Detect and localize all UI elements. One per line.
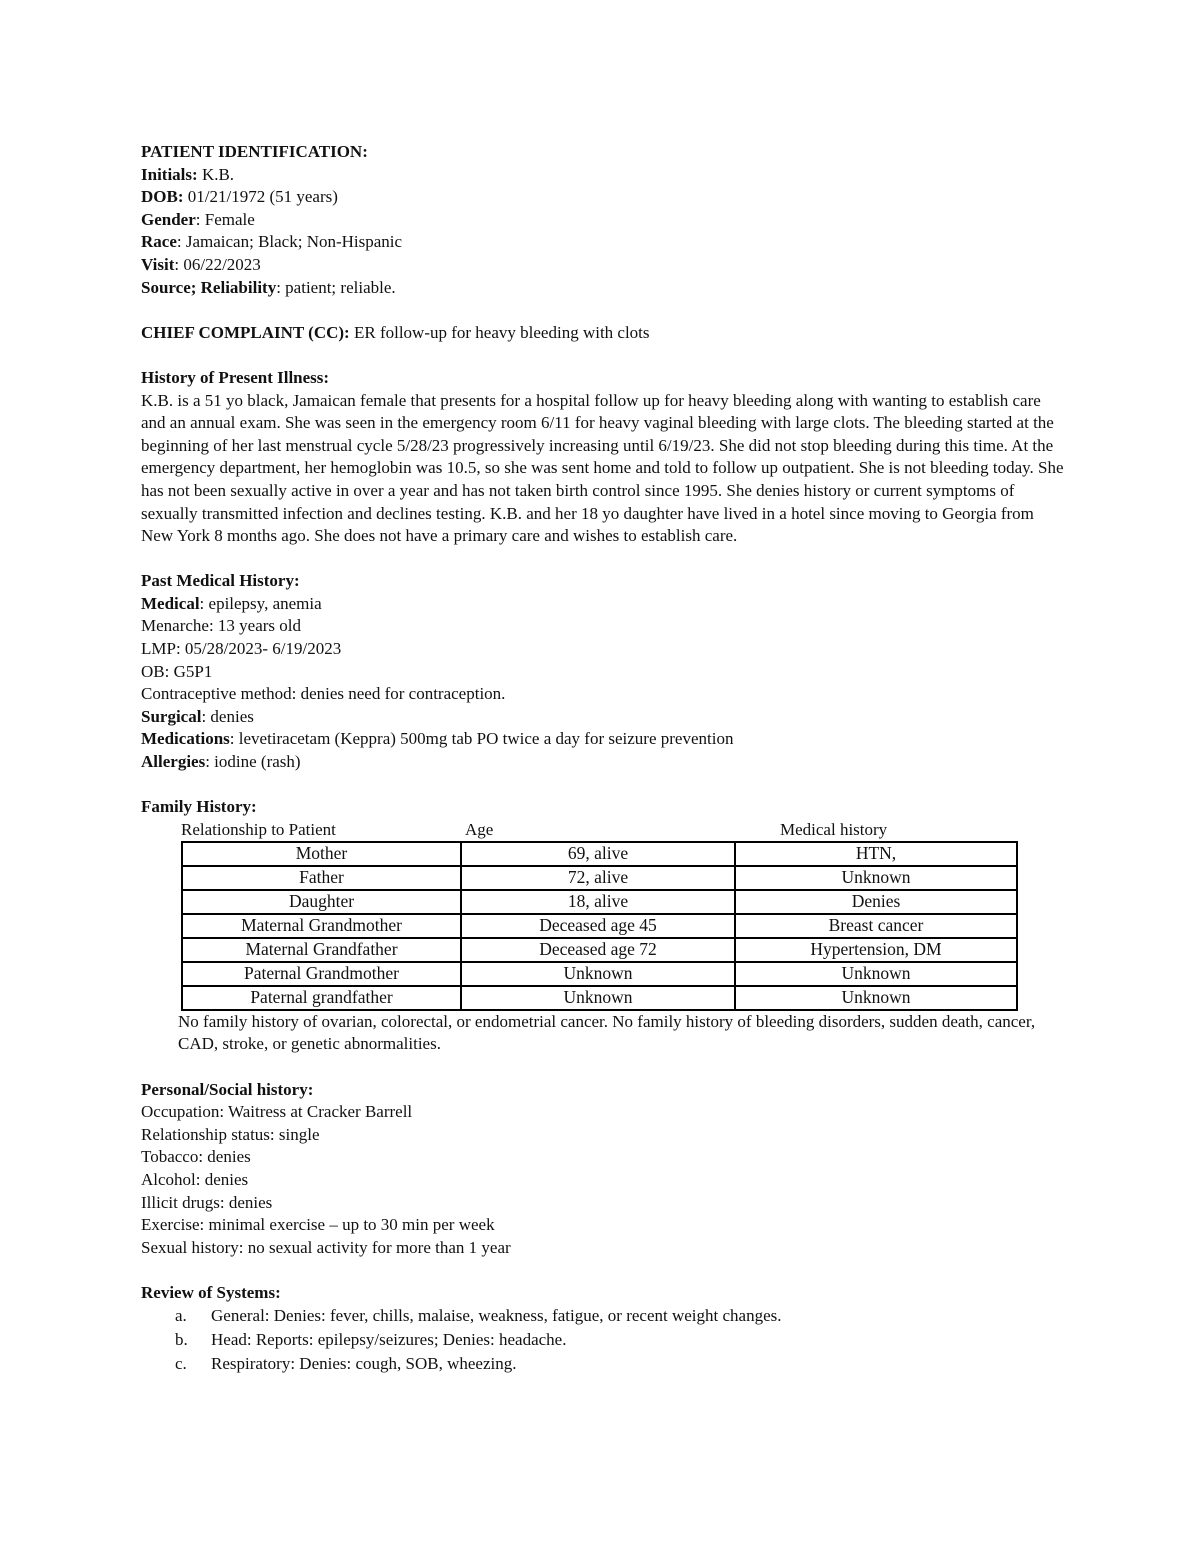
list-item — [141, 1353, 1071, 1377]
table-row — [182, 842, 1017, 866]
table-cell: Denies — [735, 890, 1017, 914]
source-reliability-field: Source; Reliability: patient; reliable. — [141, 277, 396, 297]
table-row — [182, 914, 1017, 938]
gender-field: Gender: Female — [141, 209, 255, 229]
pmh-lmp: LMP: 05/28/2023- 6/19/2023 — [141, 639, 342, 659]
ros-heading: Review of Systems: — [141, 1282, 281, 1302]
column-header-age: Age — [465, 819, 494, 839]
list-marker: a. — [175, 1305, 187, 1325]
table-cell: Unknown — [461, 962, 735, 986]
table-cell: Maternal Grandfather — [182, 938, 461, 962]
social-history-item: Tobacco: denies — [141, 1147, 251, 1167]
social-history-item: Alcohol: denies — [141, 1169, 249, 1189]
table-cell: HTN, — [735, 842, 1017, 866]
table-cell: Deceased age 45 — [461, 914, 735, 938]
pmh-allergies: Allergies: iodine (rash) — [141, 752, 301, 772]
social-history-item: Occupation: Waitress at Cracker Barrell — [141, 1102, 413, 1122]
patient-identification-heading: PATIENT IDENTIFICATION: — [141, 142, 368, 161]
table-cell: Unknown — [461, 986, 735, 1010]
table-row — [182, 890, 1017, 914]
table-cell: Unknown — [735, 866, 1017, 890]
social-history-item: Sexual history: no sexual activity for more than 1 year — [141, 1237, 511, 1257]
chief-complaint: CHIEF COMPLAINT (CC): ER follow-up for heavy bleeding with clots — [141, 322, 650, 342]
table-cell: Paternal grandfather — [182, 986, 461, 1010]
social-history-item: Relationship status: single — [141, 1124, 320, 1144]
initials-field: Initials: K.B. — [141, 164, 235, 184]
pmh-heading: Past Medical History: — [141, 571, 300, 591]
family-history-column-headers — [141, 819, 1071, 841]
list-item — [141, 1329, 1071, 1353]
column-header-relationship: Relationship to Patient — [181, 819, 336, 839]
table-cell: Deceased age 72 — [461, 938, 735, 962]
list-marker: c. — [175, 1353, 187, 1373]
social-history-item: Illicit drugs: denies — [141, 1192, 273, 1212]
family-history-note: No family history of ovarian, colorectal, or endometrial cancer. No family history of bleeding disorders, sudden death, cancer, CAD, stroke, or genetic abnormalities. — [178, 1011, 1036, 1054]
family-history-heading: Family History: — [141, 797, 257, 817]
list-item — [141, 1305, 1071, 1329]
table-cell: Breast cancer — [735, 914, 1017, 938]
pmh-menarche: Menarche: 13 years old — [141, 616, 302, 636]
table-cell: 18, alive — [461, 890, 735, 914]
hpi-heading: History of Present Illness: — [141, 367, 330, 387]
pmh-surgical: Surgical: denies — [141, 706, 254, 726]
document-page — [141, 141, 1071, 1377]
dob-field: DOB: 01/21/1972 (51 years) — [141, 187, 338, 207]
table-cell: Father — [182, 866, 461, 890]
table-cell: Unknown — [735, 962, 1017, 986]
table-cell: Hypertension, DM — [735, 938, 1017, 962]
table-row — [182, 986, 1017, 1010]
list-marker: b. — [175, 1329, 188, 1349]
family-history-table — [181, 841, 1018, 1011]
table-cell: 69, alive — [461, 842, 735, 866]
pmh-ob: OB: G5P1 — [141, 661, 213, 681]
table-row — [182, 962, 1017, 986]
social-history-heading: Personal/Social history: — [141, 1079, 314, 1099]
table-cell: Daughter — [182, 890, 461, 914]
list-item-text: General: Denies: fever, chills, malaise, weakness, fatigue, or recent weight changes. — [211, 1305, 782, 1325]
column-header-medical-history: Medical history — [780, 819, 888, 839]
table-row — [182, 938, 1017, 962]
pmh-contraceptive: Contraceptive method: denies need for contraception. — [141, 684, 506, 704]
race-field: Race: Jamaican; Black; Non-Hispanic — [141, 232, 403, 252]
pmh-medications: Medications: levetiracetam (Keppra) 500mg tab PO twice a day for seizure prevention — [141, 729, 734, 749]
visit-field: Visit: 06/22/2023 — [141, 254, 261, 274]
list-item-text: Respiratory: Denies: cough, SOB, wheezing. — [211, 1353, 517, 1373]
table-cell: 72, alive — [461, 866, 735, 890]
table-cell: Mother — [182, 842, 461, 866]
table-cell: Maternal Grandmother — [182, 914, 461, 938]
list-item-text: Head: Reports: epilepsy/seizures; Denies: headache. — [211, 1329, 567, 1349]
social-history-item: Exercise: minimal exercise – up to 30 min per week — [141, 1215, 495, 1235]
table-cell: Paternal Grandmother — [182, 962, 461, 986]
table-row — [182, 866, 1017, 890]
hpi-text: K.B. is a 51 yo black, Jamaican female that presents for a hospital follow up for heavy bleeding along with wanting to establish care and an annual exam. She was seen in the emergency room 6/11 for heavy vaginal bleeding with large clots. The bleeding started at the beginning of her last menstrual cycle 5/28/23 progressively increasing until 6/19/23. She did not stop bleeding during this time. At the emergency department, her hemoglobin was 10.5, so she was sent home and told to follow up outpatient. She is not bleeding today. She has not been sexually active in over a year and has not taken birth control since 1995. She denies history or current symptoms of sexually transmitted infection and declines testing. K.B. and her 18 yo daughter have lived in a hotel since moving to Georgia from New York 8 months ago. She does not have a primary care and wishes to establish care. — [141, 390, 1064, 546]
pmh-medical: Medical: epilepsy, anemia — [141, 593, 322, 613]
table-cell: Unknown — [735, 986, 1017, 1010]
